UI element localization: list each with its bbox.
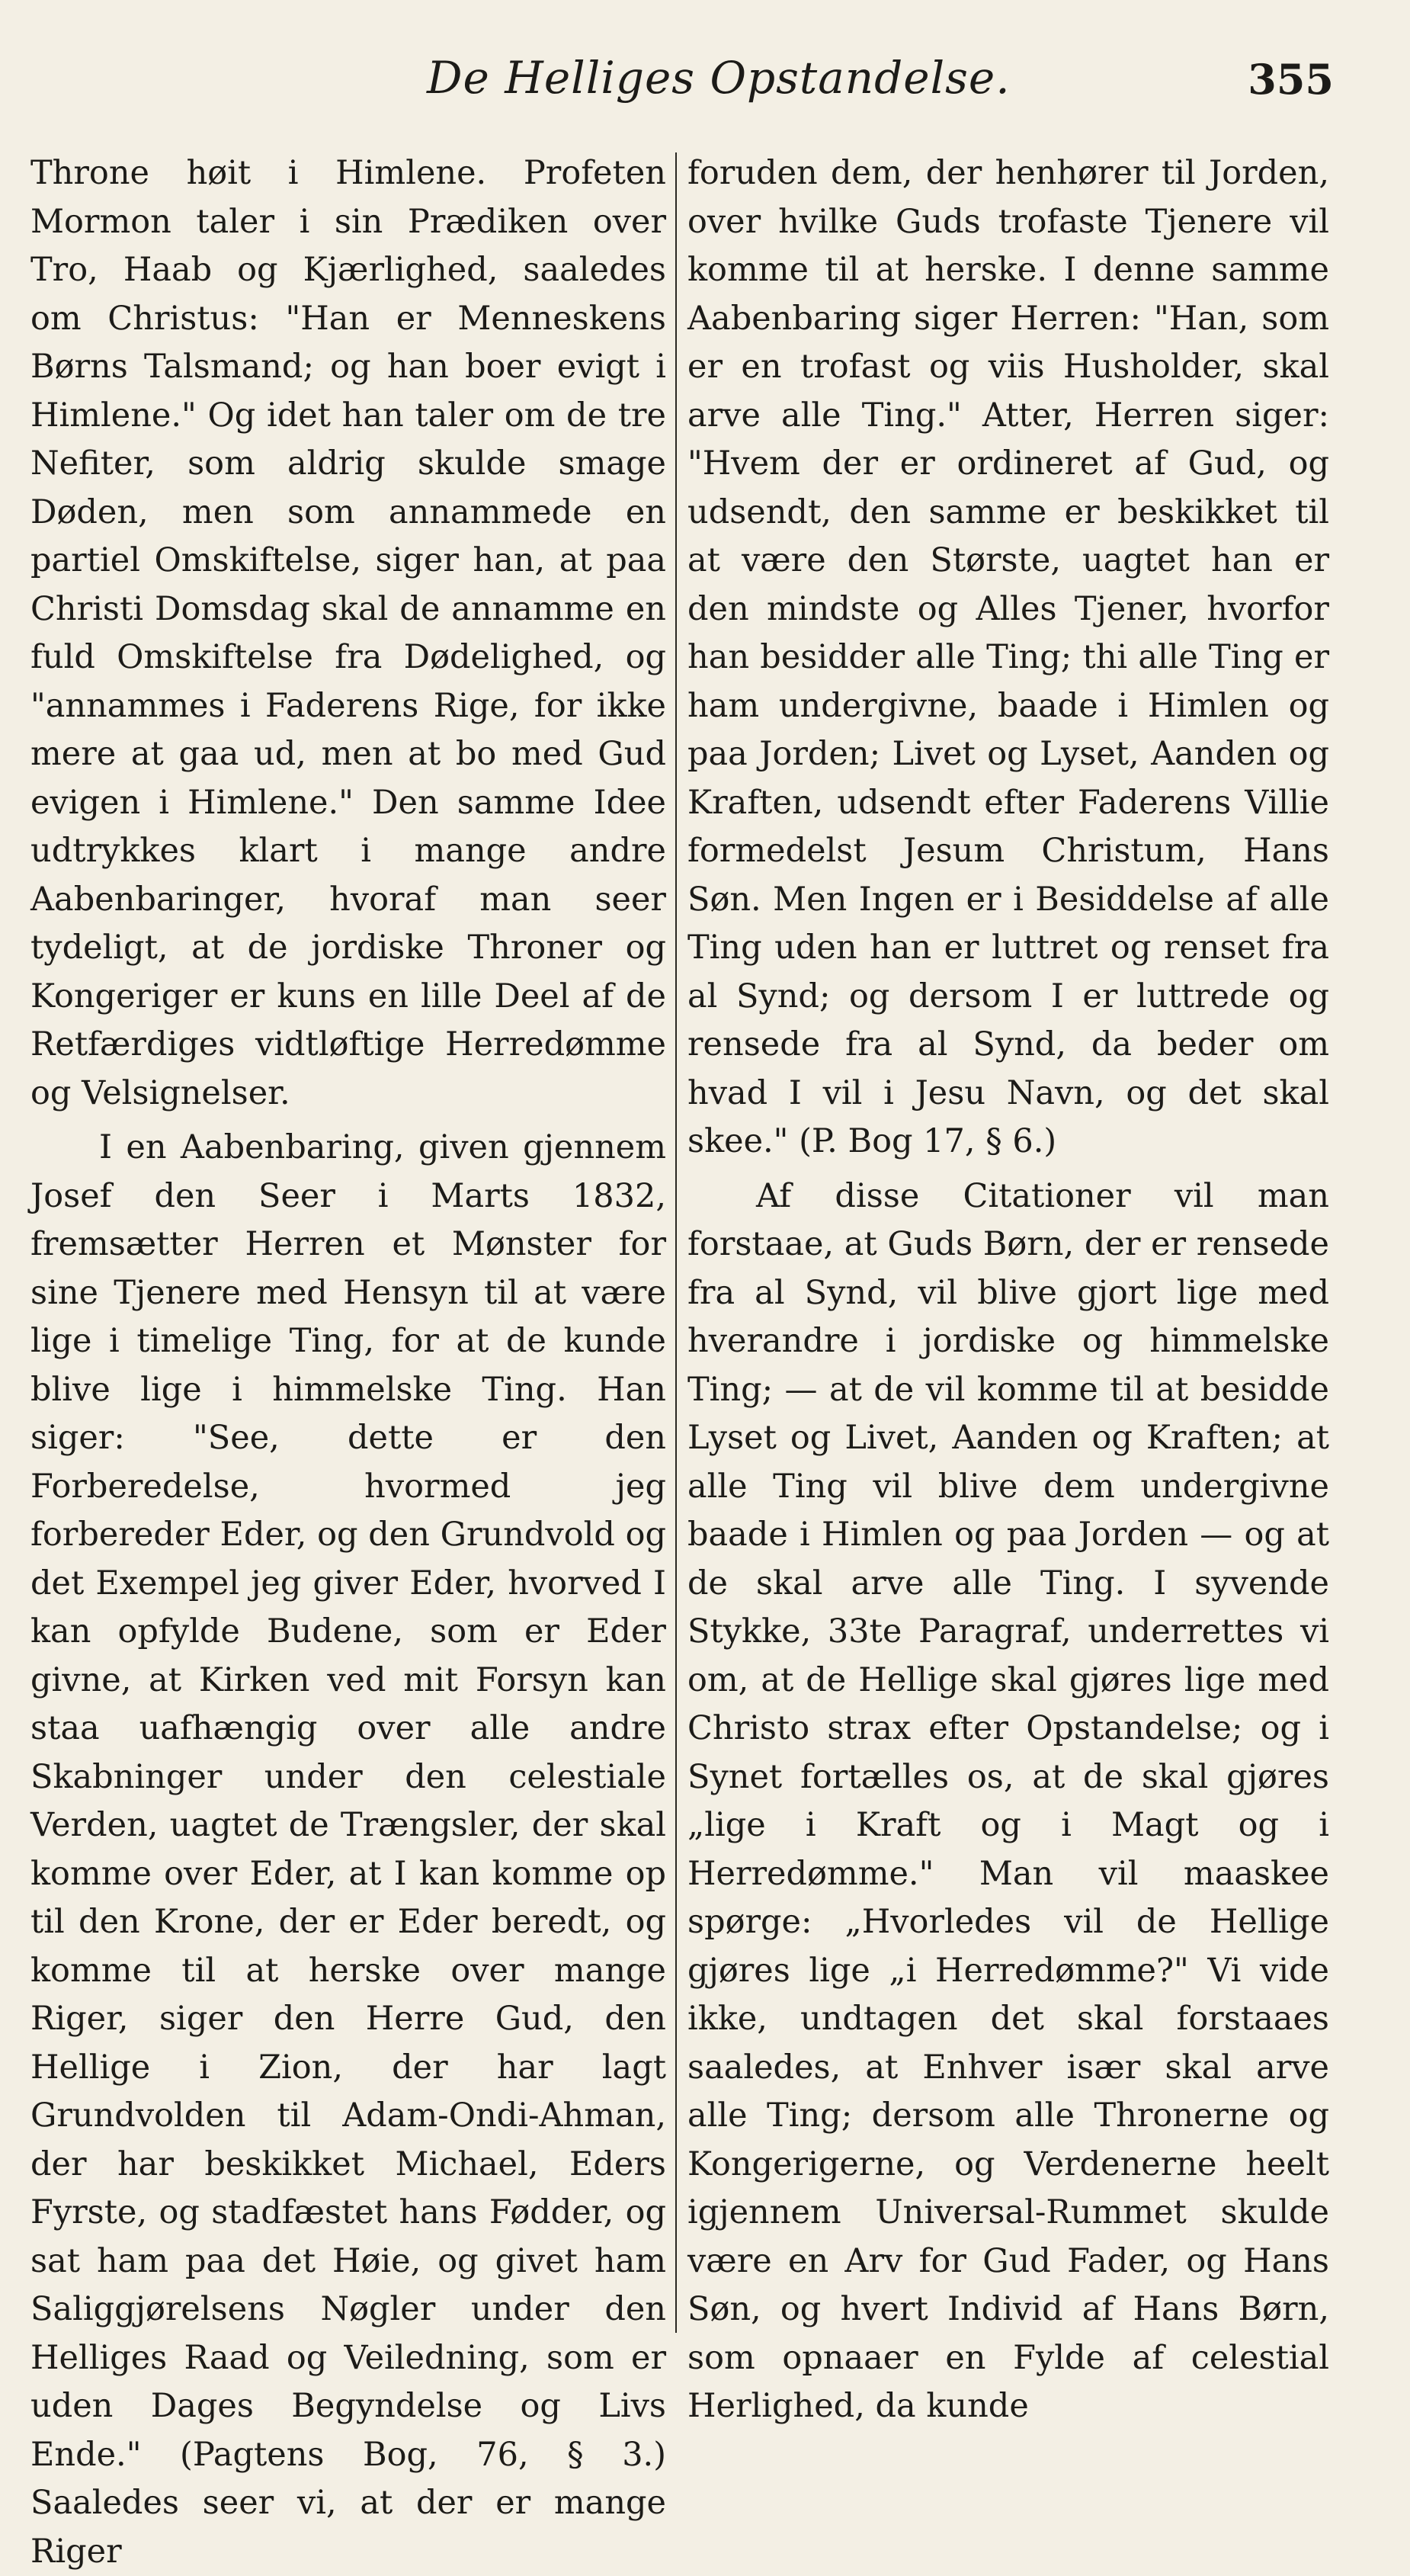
column-divider [675,152,677,2333]
left-paragraph-2: I en Aabenbaring, given gjennem Josef den Seer i Marts 1832, fremsætter Herren et Mønster for sine Tjenere med Hensyn til at være lige i timelige Ting, for at de kunde blive lige i himmelske Ting. Han siger: "See, dette er den Forberedelse, hvormed jeg forbereder Eder, og den Grundvold og det Exempel jeg giver Eder, hvorved I kan opfylde Budene, som er Eder givne, at Kirken ved mit Forsyn kan staa uafhængig over alle andre Skabninger under den celestiale Verden, uagtet de Trængsler, der skal komme over Eder, at I kan komme op til den Krone, der er Eder beredt, og komme til at herske over mange Riger, siger den Herre Gud, den Hellige i Zion, der har lagt Grundvolden til Adam-Ondi-Ahman, der har beskikket Michael, Eders Fyrste, og stadfæstet hans Fødder, og sat ham paa det Høie, og givet ham Saliggjørelsens Nøgler under den Helliges Raad og Veiledning, som er uden Dages Begyndelse og Livs Ende." (Pagtens Bog, 76, § 3.) Saaledes seer vi, at der er mange Riger [30,1128,666,2571]
right-column [687,149,1329,2431]
page-header [0,44,1410,113]
right-paragraph-2: Af disse Citationer vil man forstaae, at Guds Børn, der er rensede fra al Synd, vil blive gjort lige med hverandre i jordiske og himmelske Ting; — at de vil komme til at besidde Lyset og Livet, Aanden og Kraften; at alle Ting vil blive dem undergivne baade i Himlen og paa Jorden — og at de skal arve alle Ting. I syvende Stykke, 33te Paragraf, underrettes vi om, at de Hellige skal gjøres lige med Christo strax efter Opstandelse; og i Synet fortælles os, at de skal gjøres „lige i Kraft og i Magt og i Herredømme." Man vil maaskee spørge: „Hvorledes vil de Hellige gjøres lige „i Herredømme?" Vi vide ikke, undtagen det skal forstaaes saaledes, at Enhver især skal arve alle Ting; dersom alle Thronerne og Kongerigerne, og Verdenerne heelt igjennem Universal-Rummet skulde være en Arv for Gud Fader, og Hans Søn, og hvert Individ af Hans Børn, som opnaaer en Fylde af celestial Herlighed, da kunde [687,1176,1329,2425]
left-column [30,149,666,2576]
running-title: De Helliges Opstandelse. [427,52,1011,104]
right-paragraph-1: foruden dem, der henhører til Jorden, over hvilke Guds trofaste Tjenere vil komme til at herske. I denne samme Aabenbaring siger Herren: "Han, som er en trofast og viis Husholder, skal arve alle Ting." Atter, Herren siger: "Hvem der er ordineret af Gud, og udsendt, den samme er beskikket til at være den Største, uagtet han er den mindste og Alles Tjener, hvorfor han besidder alle Ting; thi alle Ting er ham undergivne, baade i Himlen og paa Jorden; Livet og Lyset, Aanden og Kraften, udsendt efter Faderens Villie formedelst Jesum Christum, Hans Søn. Men Ingen er i Besiddelse af alle Ting uden han er luttret og renset fra al Synd; og dersom I er luttrede og rensede fra al Synd, da beder om hvad I vil i Jesu Navn, og det skal skee." (P. Bog 17, § 6.) [687,154,1329,1160]
page-number: 355 [1248,55,1334,104]
left-paragraph-1: Throne høit i Himlene. Profeten Mormon taler i sin Prædiken over Tro, Haab og Kjærlighed, saaledes om Christus: "Han er Menneskens Børns Talsmand; og han boer evigt i Himlene." Og idet han taler om de tre Nefiter, som aldrig skulde smage Døden, men som annammede en partiel Omskiftelse, siger han, at paa Christi Domsdag skal de annamme en fuld Omskiftelse fra Dødelighed, og "annammes i Faderens Rige, for ikke mere at gaa ud, men at bo med Gud evigen i Himlene." Den samme Idee udtrykkes klart i mange andre Aabenbaringer, hvoraf man seer tydeligt, at de jordiske Throner og Kongeriger er kuns en lille Deel af de Retfærdiges vidtløftige Herredømme og Velsignelser. [30,154,666,1112]
